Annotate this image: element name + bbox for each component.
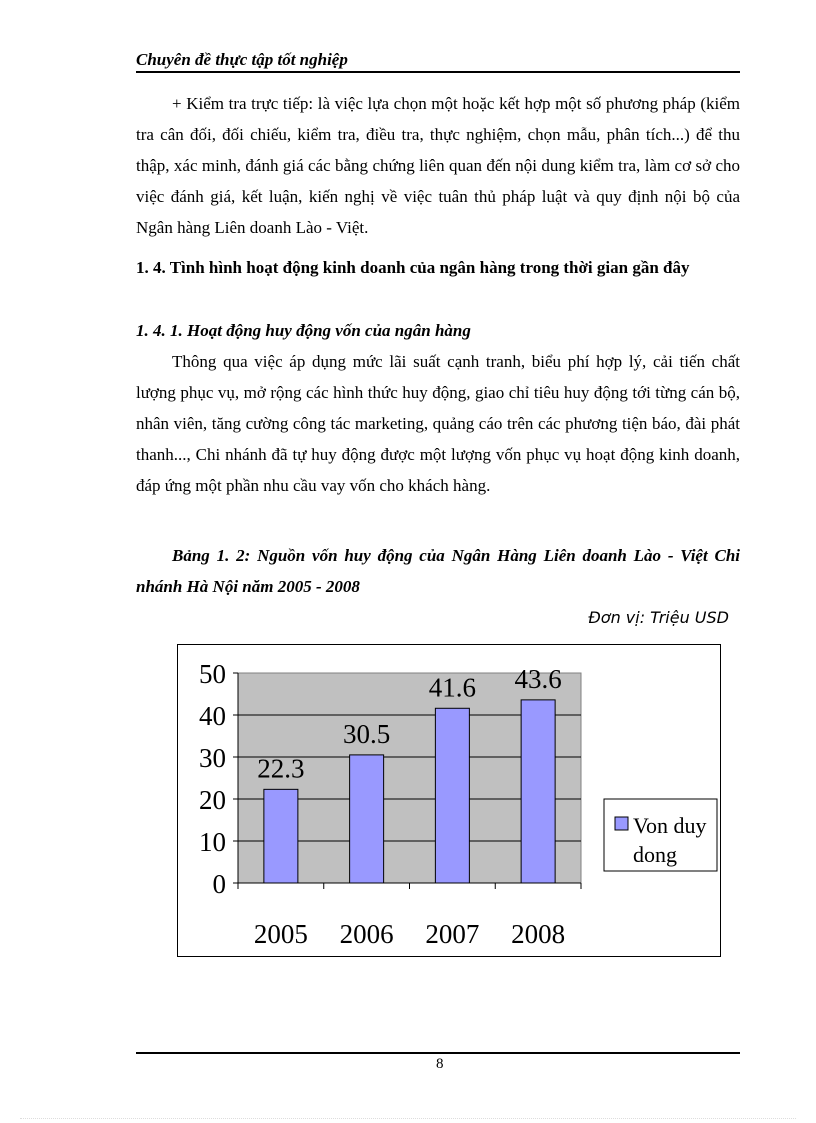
table-caption: Bảng 1. 2: Nguồn vốn huy động của Ngân Hàng Liên doanh Lào - Việt Chi nhánh Hà Nội năm 2005 - 2008 bbox=[136, 546, 740, 596]
y-tick-label: 50 bbox=[199, 659, 226, 689]
y-tick-label: 30 bbox=[199, 743, 226, 773]
bar-2008 bbox=[521, 700, 555, 883]
legend-swatch bbox=[615, 817, 628, 830]
data-label: 30.5 bbox=[343, 718, 391, 749]
y-tick-label: 0 bbox=[212, 869, 226, 899]
x-tick-label: 2008 bbox=[511, 919, 566, 949]
paragraph-direct-inspection: + Kiểm tra trực tiếp: là việc lựa chọn một hoặc kết hợp một số phương pháp (kiểm tra cân đối, đối chiếu, kiểm tra, điều tra, thực nghiệm, chọn mẫu, phân tích...) để thu thập, xác minh, đánh giá các bằng chứng liên quan đến nội dung kiểm tra, làm cơ sở cho việc đánh giá, kết luận, kiến nghị về việc tuân thủ pháp luật và quy định nội bộ của Ngân hàng Liên doanh Lào - Việt. bbox=[136, 94, 740, 237]
paragraph-capital-mobilization: Thông qua việc áp dụng mức lãi suất cạnh tranh, biểu phí hợp lý, cải tiến chất lượng phục vụ, mở rộng các hình thức huy động, giao chỉ tiêu huy động tới từng cán bộ, nhân viên, tăng cường công tác marketing, quảng cáo trên các phương tiện báo, đài phát thanh..., Chi nhánh đã tự huy động được một lượng vốn phục vụ hoạt động kinh doanh, đáp ứng một phần nhu cầu vay vốn cho khách hàng. bbox=[136, 352, 740, 495]
x-tick-label: 2005 bbox=[253, 919, 308, 949]
bar-2007 bbox=[435, 708, 469, 883]
running-header: Chuyên đề thực tập tốt nghiệp bbox=[136, 50, 348, 69]
bar-2005 bbox=[264, 789, 298, 883]
y-tick-label: 10 bbox=[199, 827, 226, 857]
data-label: 22.3 bbox=[257, 753, 305, 784]
section-heading: 1. 4. Tình hình hoạt động kinh doanh của ngân hàng trong thời gian gần đây bbox=[136, 258, 690, 277]
legend-label-line2: dong bbox=[633, 842, 677, 867]
legend-label-line1: Von duy bbox=[633, 813, 707, 838]
page-number: 8 bbox=[436, 1056, 444, 1072]
y-tick-label: 20 bbox=[199, 785, 226, 815]
data-label: 43.6 bbox=[514, 663, 562, 694]
unit-note: Đơn vị: Triệu USD bbox=[588, 608, 729, 627]
bar-chart bbox=[178, 645, 720, 956]
data-label: 41.6 bbox=[428, 672, 476, 703]
footer-rule bbox=[136, 1052, 740, 1054]
x-tick-label: 2006 bbox=[339, 919, 394, 949]
chart-frame bbox=[177, 644, 721, 957]
subsection-heading: 1. 4. 1. Hoạt động huy động vốn của ngân hàng bbox=[136, 321, 471, 340]
y-tick-label: 40 bbox=[199, 701, 226, 731]
page-edge-line bbox=[20, 1118, 796, 1119]
header-rule bbox=[136, 71, 740, 73]
x-tick-label: 2007 bbox=[425, 919, 480, 949]
bar-2006 bbox=[350, 755, 384, 883]
